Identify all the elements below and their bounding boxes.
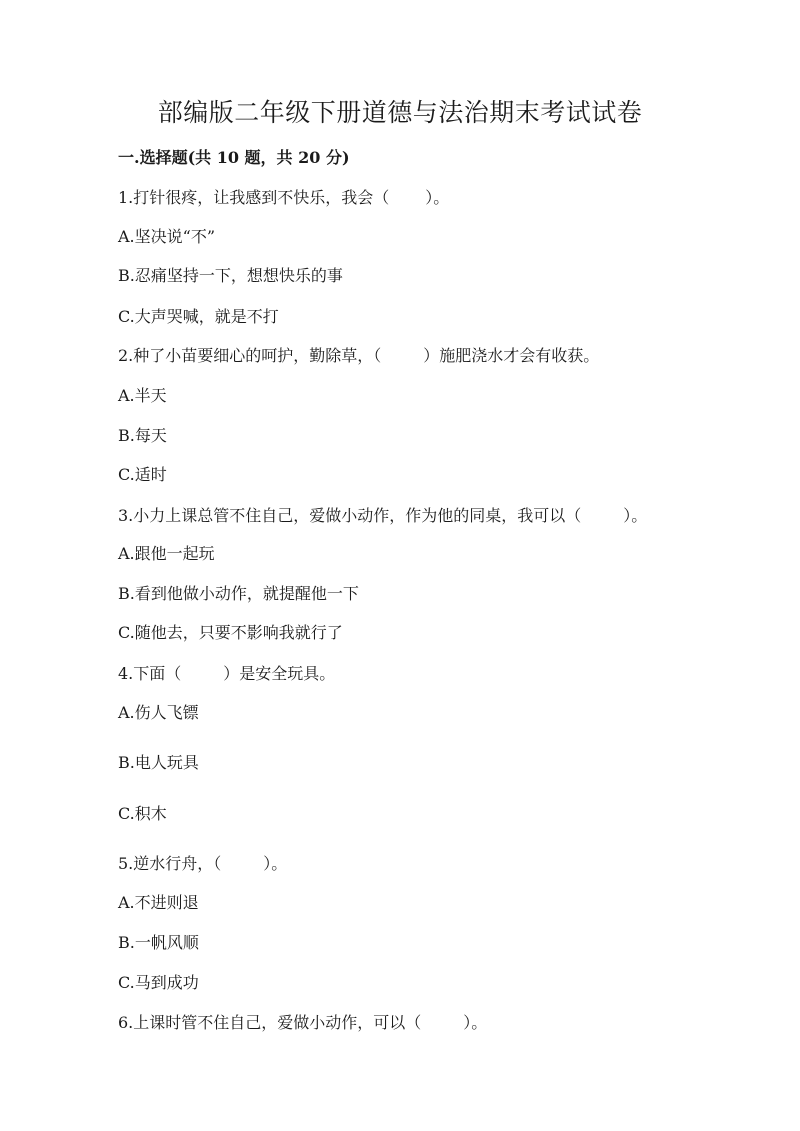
question-3-option-b: B.看到他做小动作，就提醒他一下 — [118, 584, 359, 603]
question-1-option-c: C.大声哭喊，就是不打 — [118, 307, 279, 326]
question-1-option-b: B.忍痛坚持一下，想想快乐的事 — [118, 266, 343, 285]
question-4-option-a: A.伤人飞镖 — [118, 703, 199, 722]
question-2-option-a: A.半天 — [118, 386, 167, 405]
question-stem-text: 1.打针很疼，让我感到不快乐，我会（ — [118, 188, 390, 207]
question-6-stem — [118, 1012, 487, 1034]
question-2-option-c: C.适时 — [118, 465, 167, 484]
question-3-option-a: A.跟他一起玩 — [118, 544, 215, 563]
question-stem-end: ）。 — [263, 854, 288, 873]
question-stem-text: 4.下面（ — [118, 664, 182, 683]
question-4-option-b: B.电人玩具 — [118, 753, 199, 772]
question-5-option-a: A.不进则退 — [118, 893, 199, 912]
question-3-stem — [118, 505, 647, 527]
question-1-stem — [118, 187, 449, 209]
question-stem-text: 3.小力上课总管不住自己，爱做小动作，作为他的同桌，我可以（ — [118, 506, 582, 525]
question-stem-end: ）。 — [623, 506, 648, 525]
question-2-option-b: B.每天 — [118, 426, 167, 445]
question-3-option-c: C.随他去，只要不影响我就行了 — [118, 623, 343, 642]
question-2-stem — [118, 345, 599, 367]
question-1-option-a: A.坚决说“不” — [118, 227, 216, 246]
question-4-option-c: C.积木 — [118, 804, 167, 823]
question-stem-end: ）。 — [425, 188, 450, 207]
question-stem-end: ）施肥浇水才会有收获。 — [423, 346, 600, 365]
question-5-stem — [118, 853, 287, 875]
question-stem-end: ）是安全玩具。 — [223, 664, 336, 683]
question-stem-text: 5.逆水行舟，（ — [118, 854, 222, 873]
question-5-option-b: B.一帆风顺 — [118, 933, 199, 952]
exam-title: 部编版二年级下册道德与法治期末考试试卷 — [157, 98, 643, 127]
question-stem-text: 2.种了小苗要细心的呵护，勤除草，（ — [118, 346, 382, 365]
question-stem-end: ）。 — [463, 1013, 488, 1032]
question-stem-text: 6.上课时管不住自己，爱做小动作，可以（ — [118, 1013, 422, 1032]
section-heading: 一.选择题(共 10 题，共 20 分) — [118, 148, 350, 167]
question-4-stem — [118, 663, 335, 685]
question-5-option-c: C.马到成功 — [118, 973, 199, 992]
